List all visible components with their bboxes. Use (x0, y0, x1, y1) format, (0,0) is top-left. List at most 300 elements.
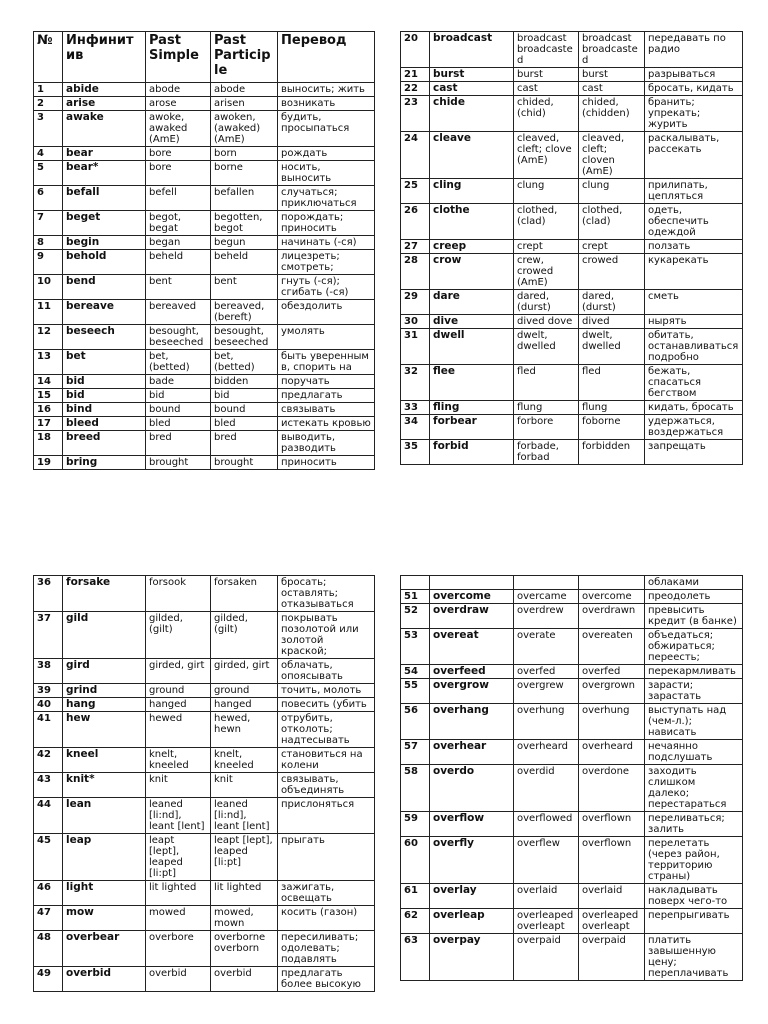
verb-past-simple: bred (146, 431, 211, 456)
verbs-table-2 (400, 31, 743, 465)
verb-infinitive: forsake (63, 576, 146, 612)
table-row (401, 765, 743, 812)
table-row (34, 712, 375, 748)
verb-infinitive: light (63, 881, 146, 906)
verb-past-participle: ground (211, 684, 278, 698)
verb-past-simple: chided, (chid) (514, 96, 579, 132)
verb-past-simple: lit lighted (146, 881, 211, 906)
verb-past-simple: began (146, 236, 211, 250)
verb-number: 39 (34, 684, 63, 698)
verb-infinitive: broadcast (430, 32, 514, 68)
table-row (401, 204, 743, 240)
verb-past-simple: broadcast broadcasted (514, 32, 579, 68)
verb-past-participle: brought (211, 456, 278, 470)
verb-number: 19 (34, 456, 63, 470)
verb-past-participle: overdrawn (579, 604, 645, 629)
verb-infinitive: awake (63, 111, 146, 147)
verb-past-simple: dared, (durst) (514, 290, 579, 315)
verb-number: 62 (401, 909, 430, 934)
verb-infinitive: gird (63, 659, 146, 684)
verb-translation: выводить, разводить (278, 431, 375, 456)
verb-number: 13 (34, 350, 63, 375)
verb-infinitive: overdraw (430, 604, 514, 629)
verb-number: 56 (401, 704, 430, 740)
verb-translation: начинать (-ся) (278, 236, 375, 250)
verb-past-simple: dwelt, dwelled (514, 329, 579, 365)
table-row (401, 629, 743, 665)
verb-past-participle: leapt [lept], leaped [li:pt] (211, 834, 278, 881)
verb-translation: быть уверенным в, спорить на (278, 350, 375, 375)
verb-past-simple (514, 576, 579, 590)
table-row (401, 440, 743, 465)
verb-translation: умолять (278, 325, 375, 350)
table-row (401, 576, 743, 590)
verb-past-simple: arose (146, 97, 211, 111)
col-number-header: № (34, 32, 63, 83)
verb-past-participle: beheld (211, 250, 278, 275)
verb-number: 51 (401, 590, 430, 604)
verb-past-simple: leaned [li:nd], leant [lent] (146, 798, 211, 834)
verb-translation: перекармливать (645, 665, 743, 679)
verb-number: 9 (34, 250, 63, 275)
verb-past-simple: ground (146, 684, 211, 698)
table-row (401, 934, 743, 981)
verb-past-simple: knelt, kneeled (146, 748, 211, 773)
verb-past-simple: overheard (514, 740, 579, 765)
table-row (401, 32, 743, 68)
table-row (34, 147, 375, 161)
verb-translation: гнуть (-ся); сгибать (-ся) (278, 275, 375, 300)
verb-translation: предлагать более высокую (278, 967, 375, 992)
col-past-participle-header: Past Participle (211, 32, 278, 83)
verb-number: 33 (401, 401, 430, 415)
verb-past-participle: crept (579, 240, 645, 254)
table-row (34, 111, 375, 147)
verb-infinitive: bid (63, 375, 146, 389)
verb-infinitive: bet (63, 350, 146, 375)
table-row (34, 431, 375, 456)
verb-past-participle: bound (211, 403, 278, 417)
verb-past-participle: overlaid (579, 884, 645, 909)
verb-past-participle: crowed (579, 254, 645, 290)
verb-translation: ползать (645, 240, 743, 254)
verb-translation: нырять (645, 315, 743, 329)
verb-past-participle: overgrown (579, 679, 645, 704)
verb-past-participle: foborne (579, 415, 645, 440)
verb-past-simple: overflowed (514, 812, 579, 837)
table-row (401, 365, 743, 401)
verb-translation: носить, выносить (278, 161, 375, 186)
verb-past-simple: overleaped overleapt (514, 909, 579, 934)
verb-past-simple: mowed (146, 906, 211, 931)
verb-translation: бросать, кидать (645, 82, 743, 96)
verb-past-participle: cast (579, 82, 645, 96)
verb-past-participle: overeaten (579, 629, 645, 665)
verb-past-participle: begun (211, 236, 278, 250)
verb-past-participle: overborne overborn (211, 931, 278, 967)
table-row (34, 834, 375, 881)
verb-past-simple: crew, crowed (AmE) (514, 254, 579, 290)
verb-past-participle: besought, beseeched (211, 325, 278, 350)
table-row (401, 82, 743, 96)
verb-translation: случаться; приключаться (278, 186, 375, 211)
verb-translation: связывать (278, 403, 375, 417)
verb-translation: истекать кровью (278, 417, 375, 431)
verb-past-participle: begotten, begot (211, 211, 278, 236)
verb-past-participle: chided, (chidden) (579, 96, 645, 132)
verb-translation: поручать (278, 375, 375, 389)
verb-infinitive: bend (63, 275, 146, 300)
verb-past-participle: dived (579, 315, 645, 329)
verb-past-participle: burst (579, 68, 645, 82)
verb-number: 29 (401, 290, 430, 315)
verb-infinitive: leap (63, 834, 146, 881)
verb-past-participle: broadcast broadcasted (579, 32, 645, 68)
verb-infinitive: overhang (430, 704, 514, 740)
table-row (34, 684, 375, 698)
table-row (34, 275, 375, 300)
verb-past-participle: overheard (579, 740, 645, 765)
verb-infinitive: overbear (63, 931, 146, 967)
verb-infinitive: dwell (430, 329, 514, 365)
verb-past-simple: dived dove (514, 315, 579, 329)
verb-infinitive: overbid (63, 967, 146, 992)
verb-number: 26 (401, 204, 430, 240)
verb-past-participle: overdone (579, 765, 645, 812)
verb-number: 3 (34, 111, 63, 147)
verb-past-participle: overhung (579, 704, 645, 740)
verb-past-simple: beheld (146, 250, 211, 275)
verb-infinitive: bereave (63, 300, 146, 325)
verb-translation: становиться на колени (278, 748, 375, 773)
verb-past-participle: knelt, kneeled (211, 748, 278, 773)
verb-past-participle: bid (211, 389, 278, 403)
verb-past-simple: leapt [lept], leaped [li:pt] (146, 834, 211, 881)
verb-infinitive: overcome (430, 590, 514, 604)
table-row (34, 931, 375, 967)
table-row (34, 350, 375, 375)
table-row (401, 884, 743, 909)
table-row (401, 909, 743, 934)
verb-translation: накладывать поверх чего-то (645, 884, 743, 909)
verb-past-simple: girded, girt (146, 659, 211, 684)
verb-past-participle: born (211, 147, 278, 161)
verb-past-simple: overfed (514, 665, 579, 679)
verb-number: 48 (34, 931, 63, 967)
verb-number: 21 (401, 68, 430, 82)
verb-translation: перелетать (через район, территорию страны) (645, 837, 743, 884)
verb-translation: предлагать (278, 389, 375, 403)
table-row (34, 186, 375, 211)
verb-past-participle: bet, (betted) (211, 350, 278, 375)
verb-past-simple: bid (146, 389, 211, 403)
verb-infinitive: burst (430, 68, 514, 82)
table-row (34, 375, 375, 389)
verb-infinitive: dare (430, 290, 514, 315)
verb-past-simple: awoke, awaked (AmE) (146, 111, 211, 147)
verb-number: 45 (34, 834, 63, 881)
verb-infinitive: bind (63, 403, 146, 417)
verb-past-simple: bore (146, 147, 211, 161)
table-row (34, 773, 375, 798)
verb-past-participle: forbidden (579, 440, 645, 465)
verb-infinitive: dive (430, 315, 514, 329)
verb-past-participle: bent (211, 275, 278, 300)
verb-number: 34 (401, 415, 430, 440)
verb-infinitive: overleap (430, 909, 514, 934)
table-row (34, 881, 375, 906)
verb-translation: кукарекать (645, 254, 743, 290)
verbs-table-4 (400, 575, 743, 981)
verb-number: 10 (34, 275, 63, 300)
table-row (401, 812, 743, 837)
verb-past-participle: bred (211, 431, 278, 456)
verb-past-simple: overcame (514, 590, 579, 604)
verb-translation: объедаться; обжираться; переесть; (645, 629, 743, 665)
verb-past-participle: leaned [li:nd], leant [lent] (211, 798, 278, 834)
verb-infinitive: forbid (430, 440, 514, 465)
verb-past-participle: overflown (579, 812, 645, 837)
verb-number: 5 (34, 161, 63, 186)
verb-number: 11 (34, 300, 63, 325)
verb-number: 53 (401, 629, 430, 665)
verb-number: 8 (34, 236, 63, 250)
verb-translation: передавать по радио (645, 32, 743, 68)
verb-past-simple: brought (146, 456, 211, 470)
verb-infinitive: cleave (430, 132, 514, 179)
verb-number: 32 (401, 365, 430, 401)
verbs-table-body (34, 83, 375, 470)
verb-translation: будить, просыпаться (278, 111, 375, 147)
verb-past-participle: cleaved, cleft; cloven (AmE) (579, 132, 645, 179)
verb-translation: раскалывать, рассекать (645, 132, 743, 179)
verb-number: 16 (34, 403, 63, 417)
table-row (34, 456, 375, 470)
verb-past-simple: knit (146, 773, 211, 798)
verb-past-participle: gilded, (gilt) (211, 612, 278, 659)
verbs-table-body (34, 576, 375, 992)
verb-infinitive: creep (430, 240, 514, 254)
verbs-table-body (401, 576, 743, 981)
verb-past-simple: gilded, (gilt) (146, 612, 211, 659)
verb-number: 14 (34, 375, 63, 389)
verb-number: 27 (401, 240, 430, 254)
verb-past-simple: forbade, forbad (514, 440, 579, 465)
verb-translation: заходить слишком далеко; перестараться (645, 765, 743, 812)
verb-translation: бранить; упрекать; журить (645, 96, 743, 132)
table-row (34, 403, 375, 417)
table-row (34, 612, 375, 659)
verb-number: 22 (401, 82, 430, 96)
verb-past-simple: bereaved (146, 300, 211, 325)
verb-translation: бежать, спасаться бегством (645, 365, 743, 401)
verb-translation: разрываться (645, 68, 743, 82)
verb-past-simple: fled (514, 365, 579, 401)
verb-number: 30 (401, 315, 430, 329)
table-row (34, 417, 375, 431)
verb-past-simple: overpaid (514, 934, 579, 981)
verb-infinitive: overlay (430, 884, 514, 909)
verb-translation: обитать, останавливаться подробно (645, 329, 743, 365)
verb-infinitive: behold (63, 250, 146, 275)
table-row (401, 329, 743, 365)
verb-past-simple: bet, (betted) (146, 350, 211, 375)
verb-translation: косить (газон) (278, 906, 375, 931)
verb-past-participle: overfed (579, 665, 645, 679)
table-row (401, 415, 743, 440)
verb-past-participle: borne (211, 161, 278, 186)
verb-translation: пересиливать; одолевать; подавлять (278, 931, 375, 967)
verb-past-simple: overdrew (514, 604, 579, 629)
table-row (401, 96, 743, 132)
verb-past-simple: clung (514, 179, 579, 204)
table-row (34, 906, 375, 931)
verb-infinitive: bid (63, 389, 146, 403)
verb-infinitive: overdo (430, 765, 514, 812)
verb-translation: выступать над (чем-л.); нависать (645, 704, 743, 740)
verb-past-simple: overgrew (514, 679, 579, 704)
verb-number: 12 (34, 325, 63, 350)
verb-infinitive: crow (430, 254, 514, 290)
verbs-table-1 (33, 31, 375, 470)
verb-infinitive: cast (430, 82, 514, 96)
verb-translation: облачать, опоясывать (278, 659, 375, 684)
verb-past-simple: bled (146, 417, 211, 431)
verb-infinitive: befall (63, 186, 146, 211)
verb-number: 18 (34, 431, 63, 456)
verb-translation: кидать, бросать (645, 401, 743, 415)
verb-infinitive: gild (63, 612, 146, 659)
verb-number: 58 (401, 765, 430, 812)
table-row (34, 161, 375, 186)
verb-translation: нечаянно подслушать (645, 740, 743, 765)
verb-past-participle: flung (579, 401, 645, 415)
verb-past-participle: dwelt, dwelled (579, 329, 645, 365)
verb-past-simple: overdid (514, 765, 579, 812)
table-row (34, 748, 375, 773)
verb-infinitive: kneel (63, 748, 146, 773)
verb-infinitive: beget (63, 211, 146, 236)
verb-translation: переливаться; залить (645, 812, 743, 837)
table-row (401, 254, 743, 290)
verb-number: 4 (34, 147, 63, 161)
verb-infinitive: abide (63, 83, 146, 97)
table-row (401, 240, 743, 254)
verb-number: 40 (34, 698, 63, 712)
verb-infinitive: overflow (430, 812, 514, 837)
table-row (34, 325, 375, 350)
table-row (401, 665, 743, 679)
verb-number: 31 (401, 329, 430, 365)
verb-infinitive: bear* (63, 161, 146, 186)
verb-past-participle (579, 576, 645, 590)
verbs-table-3 (33, 575, 375, 992)
table-row (34, 576, 375, 612)
table-row (34, 300, 375, 325)
verb-past-simple: flung (514, 401, 579, 415)
verb-translation: отрубить, отколоть; надтесывать (278, 712, 375, 748)
verb-past-simple: besought, beseeched (146, 325, 211, 350)
verb-past-participle: forsaken (211, 576, 278, 612)
col-past-simple-header: Past Simple (146, 32, 211, 83)
verb-infinitive: arise (63, 97, 146, 111)
verb-translation: перепрыгивать (645, 909, 743, 934)
verb-translation: выносить; жить (278, 83, 375, 97)
verb-number: 49 (34, 967, 63, 992)
table-row (34, 389, 375, 403)
verb-translation: превысить кредит (в банке) (645, 604, 743, 629)
verb-infinitive: overhear (430, 740, 514, 765)
verb-infinitive: breed (63, 431, 146, 456)
table-row (401, 740, 743, 765)
verb-number: 7 (34, 211, 63, 236)
verb-past-simple: cast (514, 82, 579, 96)
verb-past-participle: mowed, mown (211, 906, 278, 931)
verb-past-participle: knit (211, 773, 278, 798)
verb-past-participle: overbid (211, 967, 278, 992)
table-row (34, 698, 375, 712)
verb-past-participle: awoken, (awaked) (AmE) (211, 111, 278, 147)
verb-number: 44 (34, 798, 63, 834)
verb-past-simple: forsook (146, 576, 211, 612)
verb-infinitive: hew (63, 712, 146, 748)
verb-past-simple: hanged (146, 698, 211, 712)
table-row (401, 68, 743, 82)
verb-number: 20 (401, 32, 430, 68)
verb-number: 41 (34, 712, 63, 748)
verb-past-participle: fled (579, 365, 645, 401)
verb-past-participle: overpaid (579, 934, 645, 981)
verb-number: 38 (34, 659, 63, 684)
verb-infinitive: knit* (63, 773, 146, 798)
verb-translation: облаками (645, 576, 743, 590)
table-row (401, 290, 743, 315)
verb-number: 37 (34, 612, 63, 659)
verb-infinitive: lean (63, 798, 146, 834)
col-infinitive-header: Инфинитив (63, 32, 146, 83)
table-row (401, 401, 743, 415)
verb-translation: зажигать, освещать (278, 881, 375, 906)
verb-number: 52 (401, 604, 430, 629)
table-row (401, 604, 743, 629)
verb-number: 24 (401, 132, 430, 179)
verb-past-simple: hewed (146, 712, 211, 748)
verb-past-participle: bereaved, (bereft) (211, 300, 278, 325)
verb-infinitive: begin (63, 236, 146, 250)
verb-number: 28 (401, 254, 430, 290)
verb-number: 55 (401, 679, 430, 704)
verb-past-simple: crept (514, 240, 579, 254)
table-row (401, 679, 743, 704)
verb-infinitive: chide (430, 96, 514, 132)
verb-infinitive: forbear (430, 415, 514, 440)
table-row (401, 590, 743, 604)
verb-translation: прыгать (278, 834, 375, 881)
verb-infinitive: hang (63, 698, 146, 712)
verb-translation: покрывать позолотой или золотой краской; (278, 612, 375, 659)
verb-translation: лицезреть; смотреть; (278, 250, 375, 275)
verb-infinitive: overpay (430, 934, 514, 981)
table-row (401, 704, 743, 740)
verb-translation: возникать (278, 97, 375, 111)
verb-past-participle: abode (211, 83, 278, 97)
verb-past-simple: overflew (514, 837, 579, 884)
table-row (401, 179, 743, 204)
table-row (34, 236, 375, 250)
verb-number: 47 (34, 906, 63, 931)
verb-infinitive: bear (63, 147, 146, 161)
verb-past-simple: overlaid (514, 884, 579, 909)
